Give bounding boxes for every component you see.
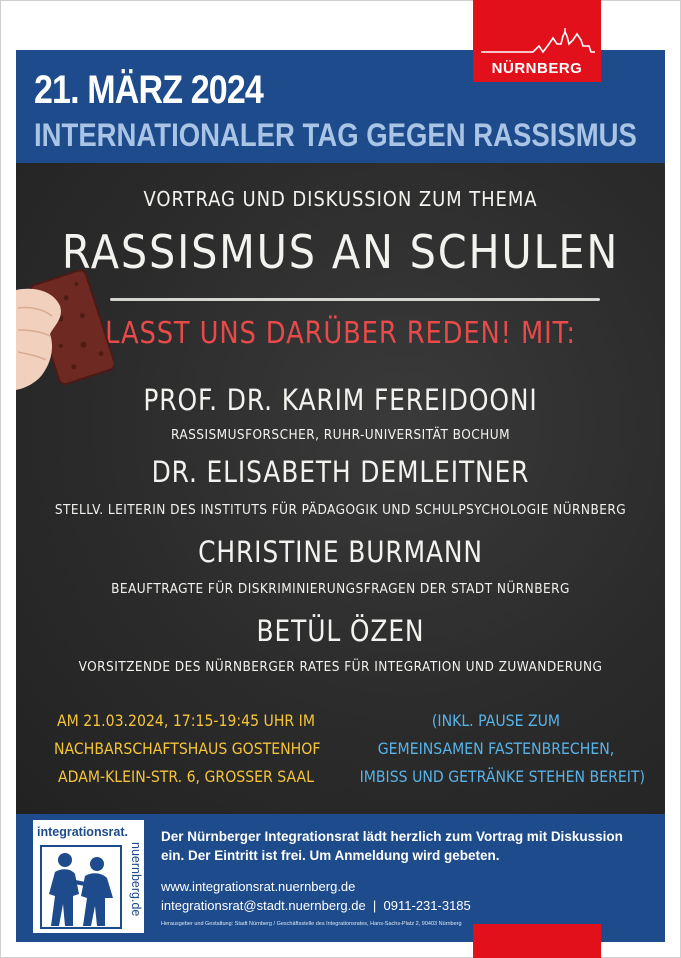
catering-note-line: (INKL. PAUSE ZUM xyxy=(431,711,561,730)
email-phone[interactable]: integrationsrat@stadt.nuernberg.de | 0911-231-3185 xyxy=(161,898,471,913)
event-details xyxy=(54,707,321,791)
intro-text: VORTRAG UND DISKUSSION ZUM THEMA xyxy=(143,187,538,211)
speaker-name: PROF. DR. KARIM FEREIDOONI xyxy=(143,383,538,417)
skyline-icon xyxy=(473,8,601,56)
speaker-name: DR. ELISABETH DEMLEITNER xyxy=(151,455,530,489)
catering-note-line: IMBISS UND GETRÄNKE STEHEN BEREIT) xyxy=(359,767,646,786)
logo-side-text: nuernberg.de xyxy=(129,842,143,917)
speaker-name: BETÜL ÖZEN xyxy=(256,614,425,648)
speaker-name: CHRISTINE BURMANN xyxy=(198,535,483,569)
logo-title: integrationsrat. xyxy=(37,825,128,839)
logo-text: NÜRNBERG xyxy=(491,60,583,77)
invitation-line: Der Nürnberger Integrationsrat lädt herzlich zum Vortrag mit Diskussion xyxy=(161,829,623,844)
speaker-role: VORSITZENDE DES NÜRNBERGER RATES FÜR INTEGRATION UND ZUWANDERUNG xyxy=(78,659,603,675)
event-subtitle: INTERNATIONALER TAG GEGEN RASSISMUS xyxy=(34,117,637,153)
people-figures-icon xyxy=(39,842,123,930)
nuernberg-logo xyxy=(473,0,601,82)
event-date: 21. MÄRZ 2024 xyxy=(34,68,263,112)
speaker-role: STELLV. LEITERIN DES INSTITUTS FÜR PÄDAGOGIK UND SCHULPSYCHOLOGIE NÜRNBERG xyxy=(54,502,627,518)
topic-title: RASSISMUS AN SCHULEN xyxy=(61,225,620,279)
invitation-text xyxy=(161,827,623,865)
speaker-role: BEAUFTRAGTE FÜR DISKRIMINIERUNGSFRAGEN DER STADT NÜRNBERG xyxy=(111,581,570,597)
catering-note-line: GEMEINSAMEN FASTENBRECHEN, xyxy=(377,739,615,758)
invitation-line: ein. Der Eintritt ist frei. Um Anmeldung wird gebeten. xyxy=(161,848,500,863)
red-accent-bar xyxy=(473,924,601,958)
event-details-line: AM 21.03.2024, 17:15-19:45 UHR IM xyxy=(56,711,315,730)
event-details-line: ADAM-KLEIN-STR. 6, GROSSER SAAL xyxy=(57,767,314,786)
catering-note xyxy=(359,707,646,791)
website-link[interactable]: www.integrationsrat.nuernberg.de xyxy=(161,879,356,894)
call-to-talk: LASST UNS DARÜBER REDEN! MIT: xyxy=(105,316,576,351)
chalk-underline xyxy=(110,298,600,301)
integrationsrat-logo xyxy=(33,820,144,933)
event-details-line: NACHBARSCHAFTSHAUS GOSTENHOF xyxy=(54,739,321,758)
hand-with-sponge-icon xyxy=(14,260,114,400)
speaker-role: RASSISMUSFORSCHER, RUHR-UNIVERSITÄT BOCHUM xyxy=(170,427,511,443)
publisher-fine-print: Herausgeber und Gestaltung: Stadt Nürnberg / Geschäftsstelle des Integrationsrates, Hans-Sachs-Platz 2, 90403 Nürnberg xyxy=(161,921,462,927)
